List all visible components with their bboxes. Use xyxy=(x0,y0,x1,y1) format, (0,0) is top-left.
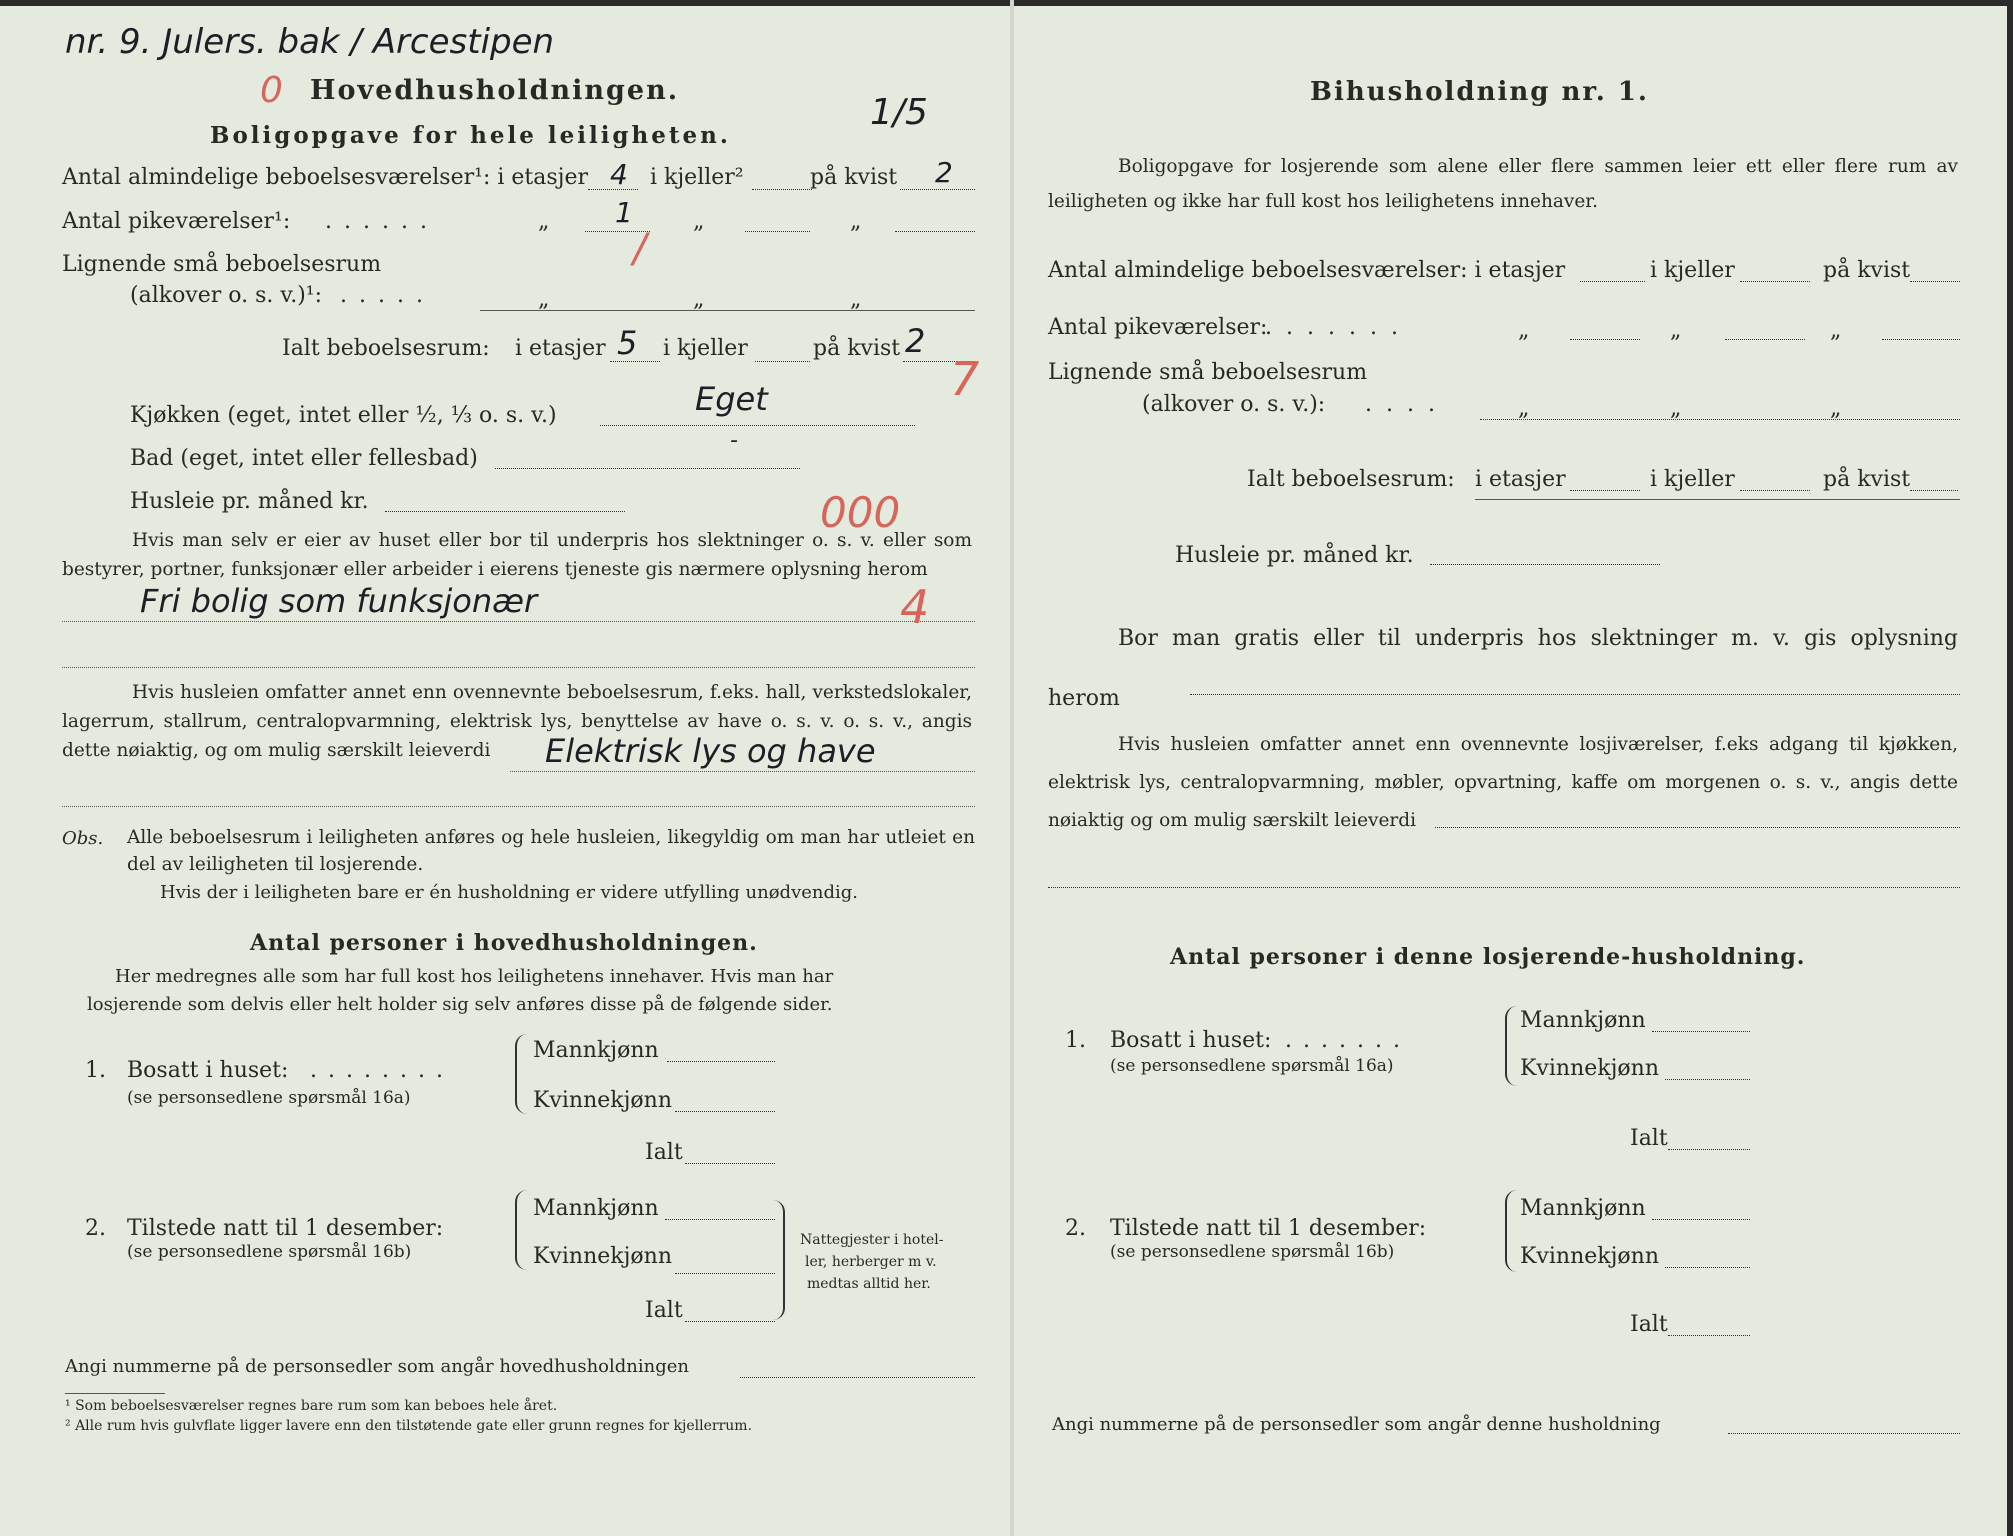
dotted-leader: ..... xyxy=(340,283,435,308)
dotted-leader: ...... xyxy=(325,209,439,234)
footnote-2: ² Alle rum hvis gulvflate ligger lavere enn den tilstøtende gate eller grunn regnes for kjellerrum. xyxy=(65,1418,753,1434)
page-subtitle: Boligopgave for hele leiligheten. xyxy=(210,122,731,149)
field-line xyxy=(1652,1030,1750,1032)
rent-label: Husleie pr. måned kr. xyxy=(1175,543,1414,568)
footnote-1: ¹ Som beboelsesværelser regnes bare rum som kan beboes hele året. xyxy=(65,1398,558,1414)
obs-label: Obs. xyxy=(62,828,104,849)
gratis-instructions: Bor man gratis eller til underpris hos slektninger m. v. gis oplysning herom xyxy=(1048,626,1958,711)
total-rooms-label: Ialt beboelsesrum: xyxy=(282,336,490,361)
ditto-mark: „ xyxy=(1670,396,1682,421)
q1-total-label: Ialt xyxy=(1630,1126,1668,1151)
persons-section-title: Antal personer i hovedhusholdningen. xyxy=(250,930,758,956)
total-floors-label: i etasjer xyxy=(515,336,606,361)
dotted-leader: ........ xyxy=(310,1058,454,1083)
page-fold xyxy=(1010,0,1014,1536)
field-line xyxy=(1570,489,1640,491)
q2-female-label: Kvinnekjønn xyxy=(1520,1244,1659,1269)
answer-line xyxy=(510,770,975,772)
brace xyxy=(773,1200,785,1320)
ditto-mark: „ xyxy=(1830,318,1842,343)
question-1-number: 1. xyxy=(85,1058,106,1083)
question-2-reference: (se personsedlene spørsmål 16b) xyxy=(1110,1242,1395,1262)
sub-household-page xyxy=(1040,0,1960,1536)
total-cellar-label: i kjeller xyxy=(663,336,748,361)
brace xyxy=(1505,1190,1517,1272)
field-line xyxy=(675,1110,775,1112)
field-line xyxy=(1910,280,1960,282)
question-1-reference: (se personsedlene spørsmål 16a) xyxy=(1110,1056,1394,1076)
brace xyxy=(515,1034,527,1114)
q1-male-label: Mannkjønn xyxy=(533,1038,659,1063)
field-line xyxy=(1570,338,1640,340)
field-line xyxy=(1725,338,1805,340)
ditto-mark: „ xyxy=(693,287,705,312)
ordinary-rooms-label: Antal almindelige beboelsesværelser¹: i etasjer xyxy=(62,165,589,190)
field-line xyxy=(600,424,915,426)
small-rooms-label: Lignende små beboelsesrum xyxy=(1048,360,1368,385)
field-line xyxy=(1048,886,1960,888)
owner-info-instructions: Hvis man selv er eier av huset eller bor til underpris hos slektninger o. s. v. eller som bestyrer, portner, funksjonær eller arbeider i eierens tjeneste gis nærmere oplysning herom xyxy=(62,530,972,580)
cellar-label: i kjeller xyxy=(1650,258,1735,283)
field-line xyxy=(667,1060,775,1062)
q1-female-label: Kvinnekjønn xyxy=(533,1088,672,1113)
total-rooms-label: Ialt beboelsesrum: xyxy=(1247,467,1455,492)
rent-label: Husleie pr. måned kr. xyxy=(130,489,369,514)
total-floors-label: i etasjer xyxy=(1475,467,1566,492)
ditto-mark: „ xyxy=(1518,318,1530,343)
question-2-number: 2. xyxy=(1065,1216,1086,1241)
field-line xyxy=(1882,338,1960,340)
attic-label: på kvist xyxy=(810,165,898,190)
field-line xyxy=(685,1162,775,1164)
person-numbers-label: Angi nummerne på de personsedler som angår hovedhusholdningen xyxy=(65,1356,689,1377)
field-line xyxy=(1665,1078,1750,1080)
ditto-mark: „ xyxy=(538,209,550,234)
answer-line xyxy=(62,620,975,622)
red-pencil-total: 7 xyxy=(950,352,980,406)
field-line xyxy=(1740,280,1810,282)
q1-total-label: Ialt xyxy=(645,1140,683,1165)
total-floors-value: 5 xyxy=(617,324,638,362)
ditto-mark: „ xyxy=(1830,396,1842,421)
answer-line xyxy=(62,666,975,668)
q2-total-label: Ialt xyxy=(645,1298,683,1323)
maid-rooms-label: Antal pikeværelser: xyxy=(1048,315,1268,340)
ordinary-rooms-attic-value: 2 xyxy=(935,156,953,189)
q1-male-label: Mannkjønn xyxy=(1520,1008,1646,1033)
rent-includes-instructions: Hvis husleien omfatter annet enn ovennevnte beboelsesrum, f.eks. hall, verkstedslokaler, lagerrum, stallrum, centralopvarmning, elektrisk lys, benyttelse av have o. s. v. o. s. v., angis dette nøiaktig, og om mulig særskilt leieverdi xyxy=(62,682,972,761)
attic-label: på kvist xyxy=(1823,258,1911,283)
field-line xyxy=(895,230,975,232)
q2-male-label: Mannkjønn xyxy=(533,1196,659,1221)
kitchen-label: Kjøkken (eget, intet eller ½, ⅓ o. s. v.) xyxy=(130,403,557,428)
field-line xyxy=(385,510,625,512)
dotted-leader: .... xyxy=(1365,392,1449,417)
alcoves-label: (alkover o. s. v.): xyxy=(1142,392,1326,417)
question-2-label: Tilstede natt til 1 desember: xyxy=(1110,1216,1427,1241)
field-line xyxy=(1740,489,1810,491)
dotted-leader: ....... xyxy=(1265,315,1412,340)
field-line xyxy=(675,1272,775,1274)
total-attic-label: på kvist xyxy=(1823,467,1911,492)
question-1-label: Bosatt i huset: xyxy=(127,1058,289,1083)
total-attic-label: på kvist xyxy=(813,336,901,361)
q1-female-label: Kvinnekjønn xyxy=(1520,1056,1659,1081)
field-line xyxy=(755,360,810,362)
handwritten-address: nr. 9. Julers. bak / Arcestipen xyxy=(65,22,555,62)
night-guests-note: ler, herberger m v. xyxy=(805,1254,937,1270)
field-line xyxy=(1665,1266,1750,1268)
small-rooms-label: Lignende små beboelsesrum xyxy=(62,252,382,277)
q2-male-label: Mannkjønn xyxy=(1520,1196,1646,1221)
red-pencil-slash: / xyxy=(633,226,647,272)
question-1-label: Bosatt i huset: xyxy=(1110,1028,1272,1053)
persons-note-2: losjerende som delvis eller helt holder sig selv anføres disse på de følgende sider. xyxy=(87,994,833,1015)
brace xyxy=(515,1190,527,1270)
field-line xyxy=(1435,826,1960,828)
page-title: Bihusholdning nr. 1. xyxy=(1310,77,1649,107)
ditto-mark: „ xyxy=(538,287,550,312)
night-guests-note: medtas alltid her. xyxy=(807,1276,931,1292)
ditto-mark: „ xyxy=(1518,396,1530,421)
owner-info-answer: Fri bolig som funksjonær xyxy=(140,582,538,620)
field-line xyxy=(752,188,812,190)
field-line xyxy=(1480,418,1960,420)
question-2-number: 2. xyxy=(85,1216,106,1241)
red-pencil-code: 4 xyxy=(900,580,930,634)
ditto-mark: „ xyxy=(850,287,862,312)
question-1-number: 1. xyxy=(1065,1028,1086,1053)
bath-value: - xyxy=(730,428,738,453)
field-line xyxy=(1430,563,1660,565)
field-line xyxy=(1652,1218,1750,1220)
ordinary-rooms-floors-value: 4 xyxy=(610,158,628,191)
maid-rooms-floors-value: 1 xyxy=(615,196,633,229)
answer-line xyxy=(62,805,975,807)
ordinary-rooms-label: Antal almindelige beboelsesværelser: i etasjer xyxy=(1048,258,1566,283)
total-attic-value: 2 xyxy=(905,322,926,360)
field-line xyxy=(740,1376,975,1378)
dotted-leader: ....... xyxy=(1285,1028,1411,1053)
obs-text: Alle beboelsesrum i leiligheten anføres og hele husleien, likegyldig om man har utleiet en del av leiligheten til losjerende. xyxy=(127,827,975,875)
maid-rooms-label: Antal pikeværelser¹: xyxy=(62,209,291,234)
rent-includes-instructions: Hvis husleien omfatter annet enn ovennevnte losjiværelser, f.eks adgang til kjøkken, elektrisk lys, centralopvarmning, møbler, opvartning, kaffe om morgenen o. s. v., angis dette nøiaktig og om mulig særskilt leieverdi xyxy=(1048,734,1958,831)
page-title: Hovedhusholdningen. xyxy=(310,75,680,106)
ditto-mark: „ xyxy=(850,209,862,234)
q2-female-label: Kvinnekjønn xyxy=(533,1244,672,1269)
ditto-mark: „ xyxy=(693,209,705,234)
question-2-reference: (se personsedlene spørsmål 16b) xyxy=(127,1242,412,1262)
field-line xyxy=(1580,280,1645,282)
field-line xyxy=(745,230,810,232)
obs-text-2: Hvis der i leiligheten bare er én husholdning er videre utfylling unødvendig. xyxy=(160,882,859,903)
total-cellar-label: i kjeller xyxy=(1650,467,1735,492)
lodger-intro: Boligopgave for losjerende som alene eller flere sammen leier ett eller flere rum av leiligheten og ikke har full kost hos leilighetens innehaver. xyxy=(1048,156,1958,212)
total-rule xyxy=(480,309,975,311)
alcoves-label: (alkover o. s. v.)¹: xyxy=(130,283,323,308)
kitchen-value: Eget xyxy=(695,380,768,418)
persons-section-title: Antal personer i denne losjerende-husholdning. xyxy=(1170,944,1806,970)
field-line xyxy=(665,1218,775,1220)
question-2-label: Tilstede natt til 1 desember: xyxy=(127,1216,444,1241)
red-pencil-mark: 0 xyxy=(260,70,283,111)
night-guests-note: Nattegjester i hotel- xyxy=(800,1232,944,1248)
field-line xyxy=(1668,1148,1750,1150)
field-line xyxy=(1668,1334,1750,1336)
total-rule xyxy=(1475,498,1960,500)
field-line xyxy=(685,1320,775,1322)
field-line xyxy=(1190,693,1960,695)
question-1-reference: (se personsedlene spørsmål 16a) xyxy=(127,1088,411,1108)
rent-includes-answer: Elektrisk lys og have xyxy=(545,732,876,770)
footnote-rule xyxy=(65,1392,165,1394)
brace xyxy=(1505,1006,1517,1086)
red-pencil-rent: 000 xyxy=(820,488,901,537)
person-numbers-label: Angi nummerne på de personsedler som angår denne husholdning xyxy=(1052,1414,1661,1435)
field-line xyxy=(1910,489,1958,491)
field-line xyxy=(495,467,800,469)
handwritten-fraction: 1/5 xyxy=(870,92,928,133)
main-household-page xyxy=(55,0,980,1536)
persons-note-1: Her medregnes alle som har full kost hos leilighetens innehaver. Hvis man har xyxy=(115,966,834,987)
scan-edge-right xyxy=(2007,0,2013,1536)
ditto-mark: „ xyxy=(1670,318,1682,343)
cellar-label: i kjeller² xyxy=(650,165,744,190)
bath-label: Bad (eget, intet eller fellesbad) xyxy=(130,446,478,471)
q2-total-label: Ialt xyxy=(1630,1312,1668,1337)
field-line xyxy=(1728,1432,1960,1434)
